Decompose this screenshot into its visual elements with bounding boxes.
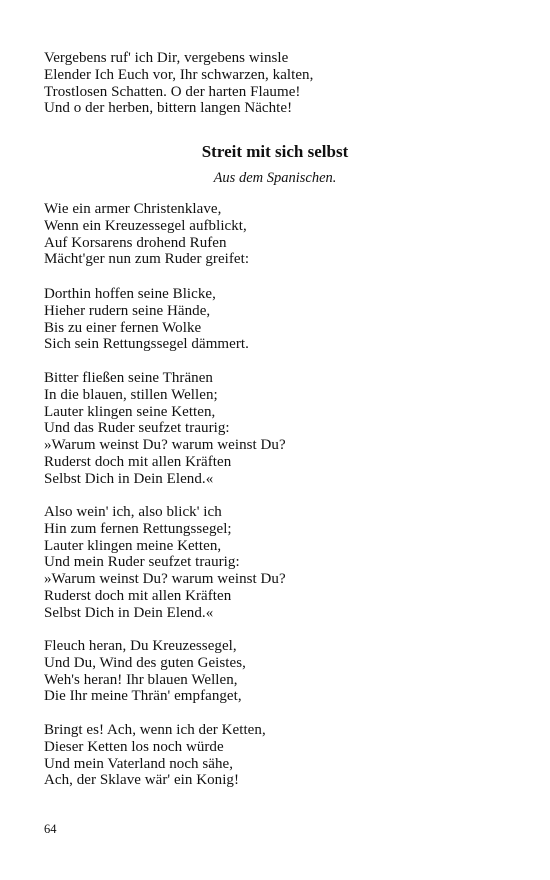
poem-line: Auf Korsarens drohend Rufen	[44, 234, 227, 251]
poem-line: Wenn ein Kreuzessegel aufblickt,	[44, 217, 247, 234]
poem-line: Und o der herben, bittern langen Nächte!	[44, 100, 293, 117]
poem-line: Die Ihr meine Thrän' empfanget,	[44, 688, 242, 705]
poem-line: Mächt'ger nun zum Ruder greifet:	[44, 251, 250, 268]
stanza-4	[44, 504, 514, 622]
stanza-3	[44, 370, 514, 488]
poem-line: Dorthin hoffen seine Blicke,	[44, 286, 216, 302]
poem-line: »Warum weinst Du? warum weinst Du?	[44, 437, 286, 454]
poem-line: »Warum weinst Du? warum weinst Du?	[44, 571, 286, 588]
poem-line: Und mein Vaterland noch sähe,	[44, 755, 234, 772]
poem-line: Und das Ruder seufzet traurig:	[44, 420, 230, 437]
poem-line: Ruderst doch mit allen Kräften	[44, 587, 232, 604]
poem-line: Wie ein armer Christenklave,	[44, 201, 222, 217]
poem-line: In die blauen, stillen Wellen;	[44, 386, 218, 403]
poem-line: Trostlosen Schatten. O der harten Flaume!	[44, 83, 301, 100]
stanza-6	[44, 722, 514, 789]
poem-line: Ach, der Sklave wär' ein Konig!	[44, 772, 240, 789]
poem-title: Streit mit sich selbst	[201, 142, 349, 161]
previous-poem-ending	[44, 50, 514, 117]
poem-line: Lauter klingen meine Ketten,	[44, 537, 222, 554]
poem-line: Selbst Dich in Dein Elend.«	[44, 470, 214, 487]
poem-line: Hin zum fernen Rettungssegel;	[44, 520, 232, 537]
poem-line: Hieher rudern seine Hände,	[44, 302, 211, 319]
poem-line: Vergebens ruf' ich Dir, vergebens winsle	[44, 50, 289, 66]
poem-line: Bitter fließen seine Thränen	[44, 370, 213, 386]
poem-line: Sich sein Rettungssegel dämmert.	[44, 336, 249, 353]
poem-line: Und Du, Wind des guten Geistes,	[44, 654, 246, 671]
poem-line: Fleuch heran, Du Kreuzessegel,	[44, 638, 237, 654]
stanza-5	[44, 638, 514, 705]
poem-subtitle: Aus dem Spanischen.	[213, 170, 337, 186]
poem-line: Bis zu einer fernen Wolke	[44, 319, 202, 336]
stanza-2	[44, 286, 514, 353]
stanza-1	[44, 201, 514, 268]
poem-line: Elender Ich Euch vor, Ihr schwarzen, kalten,	[44, 66, 314, 83]
page-number: 64	[44, 822, 57, 836]
poem-line: Und mein Ruder seufzet traurig:	[44, 554, 240, 571]
poem-line: Weh's heran! Ihr blauen Wellen,	[44, 671, 238, 688]
poem-line: Bringt es! Ach, wenn ich der Ketten,	[44, 722, 266, 738]
poem-line: Lauter klingen seine Ketten,	[44, 403, 216, 420]
poem-line: Selbst Dich in Dein Elend.«	[44, 604, 214, 621]
poem-line: Dieser Ketten los noch würde	[44, 738, 224, 755]
poem-line: Also wein' ich, also blick' ich	[44, 504, 222, 520]
poem-line: Ruderst doch mit allen Kräften	[44, 453, 232, 470]
